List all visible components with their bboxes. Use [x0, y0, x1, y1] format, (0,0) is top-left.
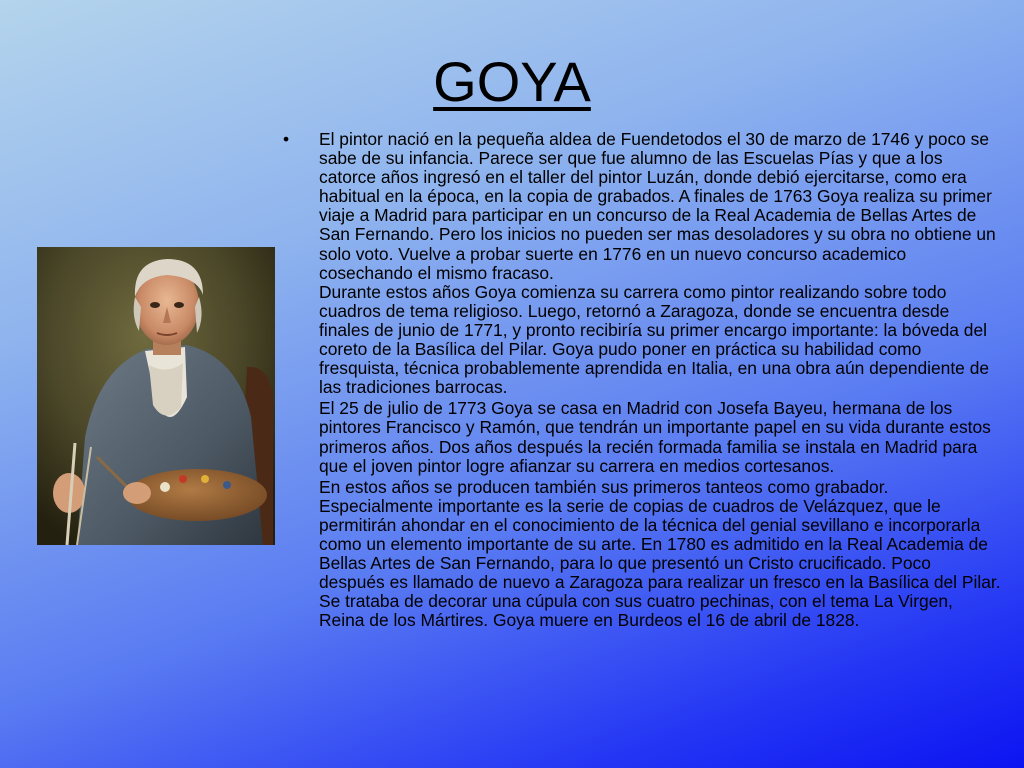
goya-portrait-image — [37, 247, 275, 545]
paragraph-4: En estos años se producen también sus primeros tanteos como grabador. Especialmente importante es la serie de copias de cuadros de Velázquez, que le permitirán ahondar en el conocimiento de la técnica del genial sevillano e incorporarla como un elemento importante de su arte. En 1780 es admitido en la Real Academia de Bellas Artes de San Fernando, para lo que presentó un Cristo crucificado. Poco después es llamado de nuevo a Zaragoza para realizar un fresco en la Basílica del Pilar. Se trataba de decorar una cúpula con sus cuatro pechinas, con el tema La Virgen, Reina de los Mártires. Goya muere en Burdeos el 16 de abril de 1828. — [319, 476, 1001, 631]
paragraph-2: Durante estos años Goya comienza su carrera como pintor realizando sobre todo cuadros de tema religioso. Luego, retornó a Zaragoza, donde se encuentra desde finales de junio de 1771, y pronto recibiría su primer encargo importante: la bóveda del coreto de la Basílica del Pilar. Goya pudo poner en práctica su habilidad como fresquista, técnica probablemente aprendida en Italia, en una obra aún dependiente de las tradiciones barrocas. — [319, 281, 990, 398]
slide-title: GOYA — [433, 50, 591, 113]
bullet-item — [283, 130, 1001, 283]
portrait-painting — [37, 247, 275, 545]
slide-body — [283, 130, 1001, 630]
bullet-marker: • — [283, 129, 290, 149]
paragraph-1: El pintor nació en la pequeña aldea de Fuendetodos el 30 de marzo de 1746 y poco se sabe de su infancia. Parece ser que fue alumno de las Escuelas Pías y que a los catorce años ingresó en el taller del pintor Luzán, donde debió ejercitarse, como era habitual en la época, en la copia de grabados. A finales de 1763 Goya realiza su primer viaje a Madrid para participar en un concurso de la Real Academia de Bellas Artes de San Fernando. Pero los inicios no pueden ser mas desoladores y su obra no obtiene un solo voto. Vuelve a probar suerte en 1776 en un nuevo concurso academico cosechando el mismo fracaso. — [319, 129, 996, 283]
paragraph-3: El 25 de julio de 1773 Goya se casa en Madrid con Josefa Bayeu, hermana de los pintores Francisco y Ramón, que tendrán un importante papel en su vida durante estos primeros años. Dos años después la recién formada familia se instala en Madrid para que el joven pintor logre afianzar su carrera en medios cortesanos. — [319, 398, 991, 476]
